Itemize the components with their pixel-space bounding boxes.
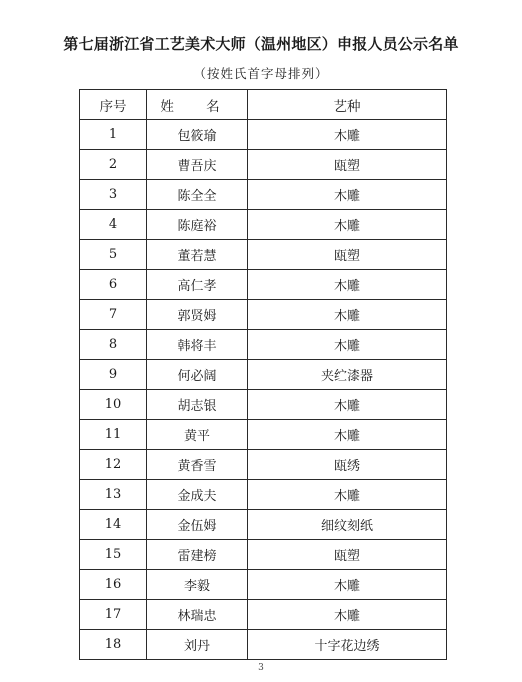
- name-cell: 林瑞忠: [147, 600, 248, 630]
- name-cell: 黄香雪: [147, 450, 248, 480]
- serial-number-cell: 3: [80, 180, 147, 210]
- craft-type-cell: 木雕: [248, 330, 447, 360]
- name-cell: 金成夫: [147, 480, 248, 510]
- table-header-row: [80, 90, 447, 120]
- name-cell: 陈全全: [147, 180, 248, 210]
- table-row: [80, 360, 447, 390]
- craft-type-cell: 木雕: [248, 210, 447, 240]
- serial-number-cell: 14: [80, 510, 147, 540]
- page-number: 3: [258, 663, 264, 673]
- table-row: [80, 510, 447, 540]
- serial-number-cell: 8: [80, 330, 147, 360]
- table-row: [80, 420, 447, 450]
- table-row: [80, 120, 447, 150]
- name-cell: 刘丹: [147, 630, 248, 660]
- table-row: [80, 300, 447, 330]
- name-cell: 董若慧: [147, 240, 248, 270]
- serial-number-cell: 6: [80, 270, 147, 300]
- table-row: [80, 570, 447, 600]
- table-row: [80, 480, 447, 510]
- name-cell: 金伍姆: [147, 510, 248, 540]
- craft-type-cell: 木雕: [248, 420, 447, 450]
- name-cell: 黄平: [147, 420, 248, 450]
- serial-number-cell: 10: [80, 390, 147, 420]
- serial-number-cell: 15: [80, 540, 147, 570]
- craft-type-cell: 瓯塑: [248, 540, 447, 570]
- table-row: [80, 450, 447, 480]
- header-craft-type: 艺种: [248, 90, 447, 120]
- table-row: [80, 540, 447, 570]
- name-cell: 曹吾庆: [147, 150, 248, 180]
- craft-type-cell: 木雕: [248, 180, 447, 210]
- name-cell: 韩将丰: [147, 330, 248, 360]
- table-row: [80, 180, 447, 210]
- table-row: [80, 210, 447, 240]
- craft-type-cell: 夹纻漆器: [248, 360, 447, 390]
- craft-type-cell: 木雕: [248, 300, 447, 330]
- name-cell: 何必阔: [147, 360, 248, 390]
- serial-number-cell: 9: [80, 360, 147, 390]
- name-cell: 郭贤姆: [147, 300, 248, 330]
- table-row: [80, 390, 447, 420]
- serial-number-cell: 17: [80, 600, 147, 630]
- name-cell: 李毅: [147, 570, 248, 600]
- serial-number-cell: 16: [80, 570, 147, 600]
- serial-number-cell: 11: [80, 420, 147, 450]
- serial-number-cell: 13: [80, 480, 147, 510]
- document-subtitle: （按姓氏首字母排列）: [193, 66, 329, 81]
- table-row: [80, 600, 447, 630]
- name-cell: 胡志银: [147, 390, 248, 420]
- table-row: [80, 150, 447, 180]
- craft-type-cell: 木雕: [248, 120, 447, 150]
- candidate-table: [79, 89, 447, 660]
- serial-number-cell: 18: [80, 630, 147, 660]
- table-row: [80, 630, 447, 660]
- serial-number-cell: 12: [80, 450, 147, 480]
- serial-number-cell: 4: [80, 210, 147, 240]
- craft-type-cell: 木雕: [248, 600, 447, 630]
- craft-type-cell: 木雕: [248, 270, 447, 300]
- document-title: 第七届浙江省工艺美术大师（温州地区）申报人员公示名单: [63, 35, 459, 53]
- serial-number-cell: 7: [80, 300, 147, 330]
- craft-type-cell: 木雕: [248, 570, 447, 600]
- table-row: [80, 270, 447, 300]
- craft-type-cell: 瓯绣: [248, 450, 447, 480]
- serial-number-cell: 5: [80, 240, 147, 270]
- serial-number-cell: 1: [80, 120, 147, 150]
- craft-type-cell: 木雕: [248, 390, 447, 420]
- table-body: [80, 120, 447, 660]
- craft-type-cell: 十字花边绣: [248, 630, 447, 660]
- header-serial-number: 序号: [80, 90, 147, 120]
- serial-number-cell: 2: [80, 150, 147, 180]
- table-row: [80, 330, 447, 360]
- name-cell: 雷建榜: [147, 540, 248, 570]
- craft-type-cell: 瓯塑: [248, 150, 447, 180]
- name-cell: 高仁孝: [147, 270, 248, 300]
- name-cell: 包筱瑜: [147, 120, 248, 150]
- craft-type-cell: 瓯塑: [248, 240, 447, 270]
- craft-type-cell: 细纹刻纸: [248, 510, 447, 540]
- craft-type-cell: 木雕: [248, 480, 447, 510]
- table-row: [80, 240, 447, 270]
- name-cell: 陈庭裕: [147, 210, 248, 240]
- header-name: 姓 名: [147, 90, 248, 120]
